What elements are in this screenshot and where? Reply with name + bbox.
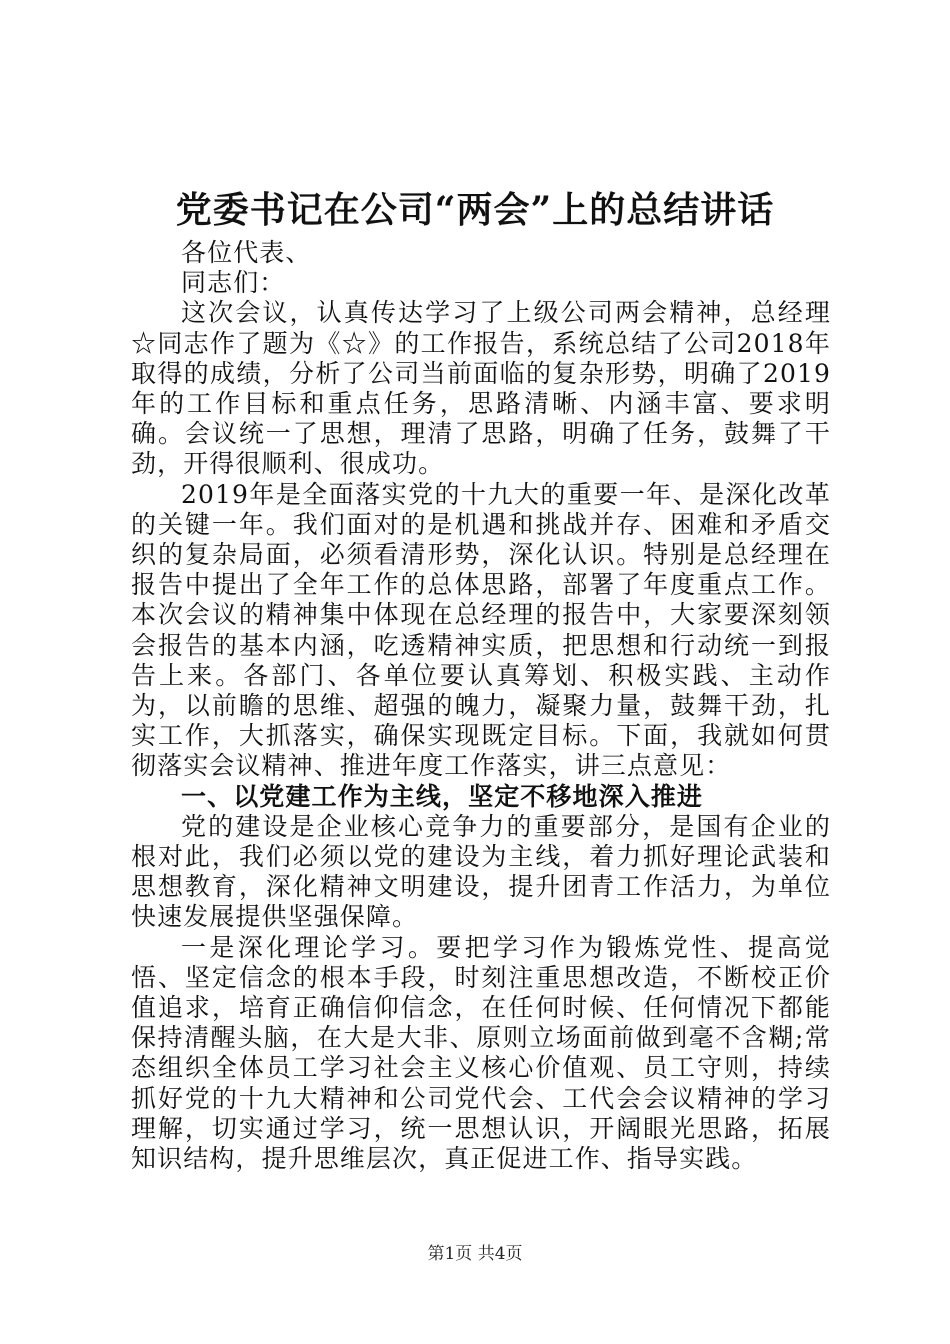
greeting-line-1: 各位代表、	[181, 238, 312, 267]
section-heading-1: 一、以党建工作为主线，坚定不移地深入推进	[181, 781, 704, 811]
greeting-line-2: 同志们：	[181, 268, 286, 298]
document-title: 党委书记在公司“两会”上的总结讲话	[175, 189, 775, 231]
section-paragraph-1: 党的建设是企业核心竞争力的重要部分，是国有企业的根对此，我们必须以党的建设为主线，着力抓好理论武装和思想教育，深化精神文明建设，提升团青工作活力，为单位快速发展提供坚强保障。	[131, 811, 831, 932]
document-body	[131, 238, 831, 1174]
section-paragraph-2: 一是深化理论学习。要把学习作为锻炼党性、提高觉悟、坚定信念的根本手段，时刻注重思想改造，不断校正价值追求，培育正确信仰信念，在任何时候、任何情况下都能保持清醒头脑，在大是大非、原则立场面前做到毫不含糊;常态组织全体员工学习社会主义核心价值观、员工守则，持续抓好党的十九大精神和公司党代会、工代会会议精神的学习理解，切实通过学习，统一思想认识，开阔眼光思路，拓展知识结构，提升思维层次，真正促进工作、指导实践。	[131, 932, 831, 1174]
body-paragraph-2: 2019年是全面落实党的十九大的重要一年、是深化改革的关键一年。我们面对的是机遇和挑战并存、困难和矛盾交织的复杂局面，必须看清形势，深化认识。特别是总经理在报告中提出了全年工作的总体思路，部署了年度重点工作。本次会议的精神集中体现在总经理的报告中，大家要深刻领会报告的基本内涵，吃透精神实质，把思想和行动统一到报告上来。各部门、各单位要认真筹划、积极实践、主动作为，以前瞻的思维、超强的魄力，凝聚力量，鼓舞干劲，扎实工作，大抓落实，确保实现既定目标。下面，我就如何贯彻落实会议精神、推进年度工作落实，讲三点意见：	[131, 479, 831, 781]
page-footer: 第1页 共4页	[427, 1244, 523, 1264]
body-paragraph-1: 这次会议，认真传达学习了上级公司两会精神，总经理☆同志作了题为《☆》的工作报告，系统总结了公司2018年取得的成绩，分析了公司当前面临的复杂形势，明确了2019年的工作目标和重点任务，思路清晰、内涵丰富、要求明确。会议统一了思想，理清了思路，明确了任务，鼓舞了干劲，开得很顺利、很成功。	[131, 298, 831, 479]
